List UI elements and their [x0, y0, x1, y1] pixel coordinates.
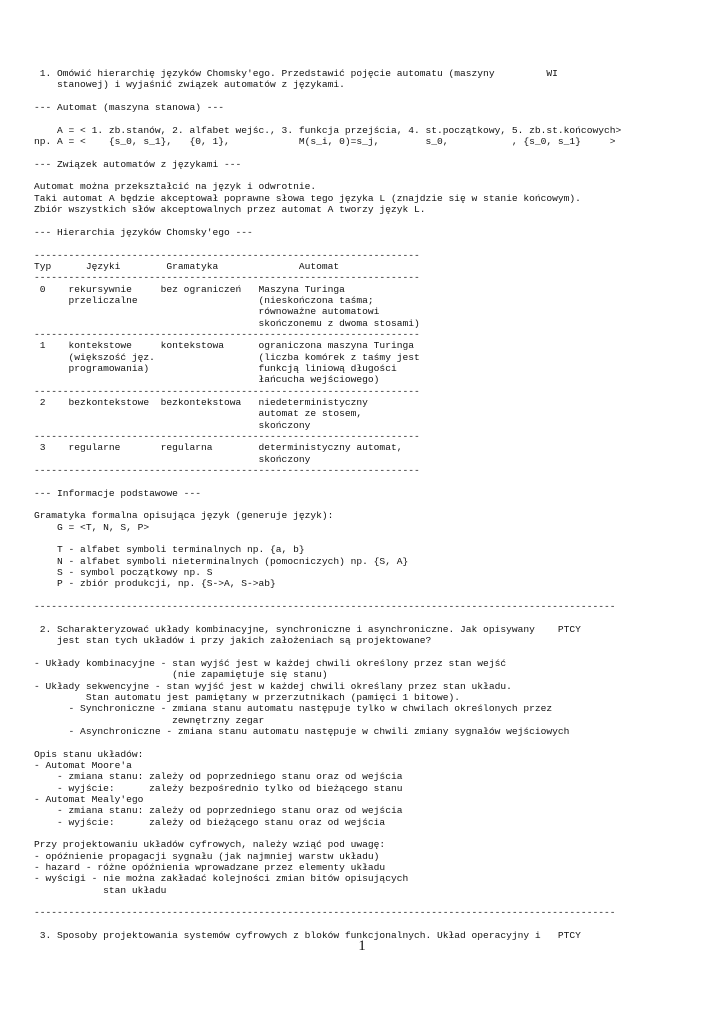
- text-line: S - symbol początkowy np. S: [34, 567, 213, 579]
- text-line: Opis stanu układów:: [34, 748, 144, 760]
- text-line: [34, 828, 694, 839]
- text-line: P - zbiór produkcji, np. {S->A, S->ab}: [34, 578, 276, 590]
- text-line: - opóźnienie propagacji sygnału (jak najmniej warstw układu): [34, 850, 380, 862]
- text-line: Stan automatu jest pamiętany w przerzutnikach (pamięci 1 bitowe).: [34, 691, 461, 703]
- text-line: -----------------------------------------------------------------------------------------------------: [34, 601, 616, 613]
- text-line: - zmiana stanu: zależy od poprzedniego stanu oraz od wejścia: [34, 805, 403, 817]
- text-line: T - alfabet symboli terminalnych np. {a, b}: [34, 544, 305, 556]
- text-line: 1. Omówić hierarchię języków Chomsky'ego. Przedstawić pojęcie automatu (maszyny WI: [34, 68, 558, 79]
- text-line: --- Informacje podstawowe ---: [34, 487, 201, 499]
- text-line: skończony: [34, 419, 311, 431]
- text-line: - Asynchroniczne - zmiana stanu automatu następuje w chwili zmiany sygnałów wejściowych: [34, 725, 570, 737]
- text-line: [34, 647, 694, 658]
- text-line: Przy projektowaniu układów cyfrowych, należy wziąć pod uwagę:: [34, 839, 386, 851]
- text-line: --- Związek automatów z językami ---: [34, 158, 242, 170]
- text-line: -------------------------------------------------------------------: [34, 249, 420, 261]
- page-number: 1: [358, 938, 366, 954]
- text-line: [34, 919, 694, 930]
- text-line: N - alfabet symboli nieterminalnych (pomocniczych) np. {S, A}: [34, 555, 409, 567]
- text-line: [34, 113, 694, 124]
- text-line: [34, 238, 694, 249]
- text-line: -------------------------------------------------------------------: [34, 385, 420, 397]
- text-line: zewnętrzny zegar: [34, 714, 265, 726]
- text-line: [34, 533, 694, 544]
- text-line: - Synchroniczne - zmiana stanu automatu następuje tylko w chwilach określonych przez: [34, 703, 553, 715]
- document-page: [34, 68, 694, 941]
- text-line: programowania) funkcją liniową długości: [34, 362, 397, 374]
- text-line: np. A = < {s_0, s_1}, {0, 1}, M(s_i, 0)=s_j, s_0, , {s_0, s_1} >: [34, 136, 616, 148]
- text-line: -------------------------------------------------------------------: [34, 328, 420, 340]
- text-line: [34, 170, 694, 181]
- text-line: - Automat Moore'a: [34, 759, 132, 771]
- text-line: [34, 590, 694, 601]
- text-line: - wyścigi - nie można zakładać kolejności zmian bitów opisujących: [34, 873, 409, 885]
- text-line: Typ Języki Gramatyka Automat: [34, 260, 340, 272]
- text-line: [34, 896, 694, 907]
- text-line: łańcucha wejściowego): [34, 374, 380, 386]
- text-line: G = <T, N, S, P>: [34, 521, 150, 533]
- text-line: 3 regularne regularna deterministyczny automat,: [34, 442, 403, 454]
- text-line: stanowej) i wyjaśnić związek automatów z językami.: [34, 79, 345, 91]
- text-line: [34, 613, 694, 624]
- text-line: -------------------------------------------------------------------: [34, 431, 420, 442]
- text-line: Taki automat A będzie akceptował poprawne słowa tego języka L (znajdzie się w stanie końcowym).: [34, 192, 581, 204]
- text-line: 0 rekursywnie bez ograniczeń Maszyna Turinga: [34, 283, 345, 295]
- text-line: jest stan tych układów i przy jakich założeniach są projektowane?: [34, 635, 432, 647]
- text-line: A = < 1. zb.stanów, 2. alfabet wejśc., 3. funkcja przejścia, 4. st.początkowy, 5. zb.st.końcowych>: [34, 124, 622, 136]
- text-line: - Automat Mealy'ego: [34, 794, 144, 805]
- text-line: stan układu: [34, 884, 167, 896]
- text-line: skończony: [34, 453, 311, 465]
- text-line: - zmiana stanu: zależy od poprzedniego stanu oraz od wejścia: [34, 771, 403, 783]
- text-line: - wyjście: zależy bezpośrednio tylko od bieżącego stanu: [34, 782, 403, 794]
- text-line: Gramatyka formalna opisująca język (generuje język):: [34, 510, 334, 522]
- text-line: - Układy sekwencyjne - stan wyjść jest w każdej chwili określany przez stan układu.: [34, 680, 512, 692]
- text-line: równoważne automatowi: [34, 306, 380, 318]
- text-line: [34, 476, 694, 487]
- text-line: --- Hierarchia języków Chomsky'ego ---: [34, 226, 253, 238]
- text-line: [34, 737, 694, 748]
- text-line: [34, 91, 694, 102]
- text-line: (nie zapamiętuje się stanu): [34, 669, 328, 681]
- text-line: skończonemu z dwoma stosami): [34, 317, 420, 329]
- text-line: 2. Scharakteryzować układy kombinacyjne, synchroniczne i asynchroniczne. Jak opisywany PTCY: [34, 623, 581, 635]
- text-line: -------------------------------------------------------------------: [34, 465, 420, 477]
- text-line: przeliczalne (nieskończona taśma;: [34, 294, 374, 306]
- text-line: Zbiór wszystkich słów akceptowalnych przez automat A tworzy język L.: [34, 204, 426, 216]
- text-line: [34, 215, 694, 226]
- text-line: 3. Sposoby projektowania systemów cyfrowych z bloków funkcjonalnych. Układ operacyjny i PTCY: [34, 930, 581, 942]
- text-line: --- Automat (maszyna stanowa) ---: [34, 102, 224, 114]
- text-line: 1 kontekstowe kontekstowa ograniczona maszyna Turinga: [34, 340, 414, 352]
- text-line: [34, 499, 694, 510]
- text-line: - wyjście: zależy od bieżącego stanu oraz od wejścia: [34, 816, 386, 828]
- text-line: (większość jęz. (liczba komórek z taśmy jest: [34, 351, 420, 363]
- text-line: - Układy kombinacyjne - stan wyjść jest w każdej chwili określony przez stan wejść: [34, 657, 507, 669]
- text-line: [34, 147, 694, 158]
- text-line: - hazard - różne opóźnienia wprowadzane przez elementy układu: [34, 862, 386, 874]
- text-line: -------------------------------------------------------------------: [34, 272, 420, 284]
- text-line: 2 bezkontekstowe bezkontekstowa niedeterministyczny: [34, 396, 368, 408]
- text-line: -----------------------------------------------------------------------------------------------------: [34, 907, 616, 919]
- text-line: automat ze stosem,: [34, 408, 363, 420]
- text-line: Automat można przekształcić na język i odwrotnie.: [34, 181, 317, 193]
